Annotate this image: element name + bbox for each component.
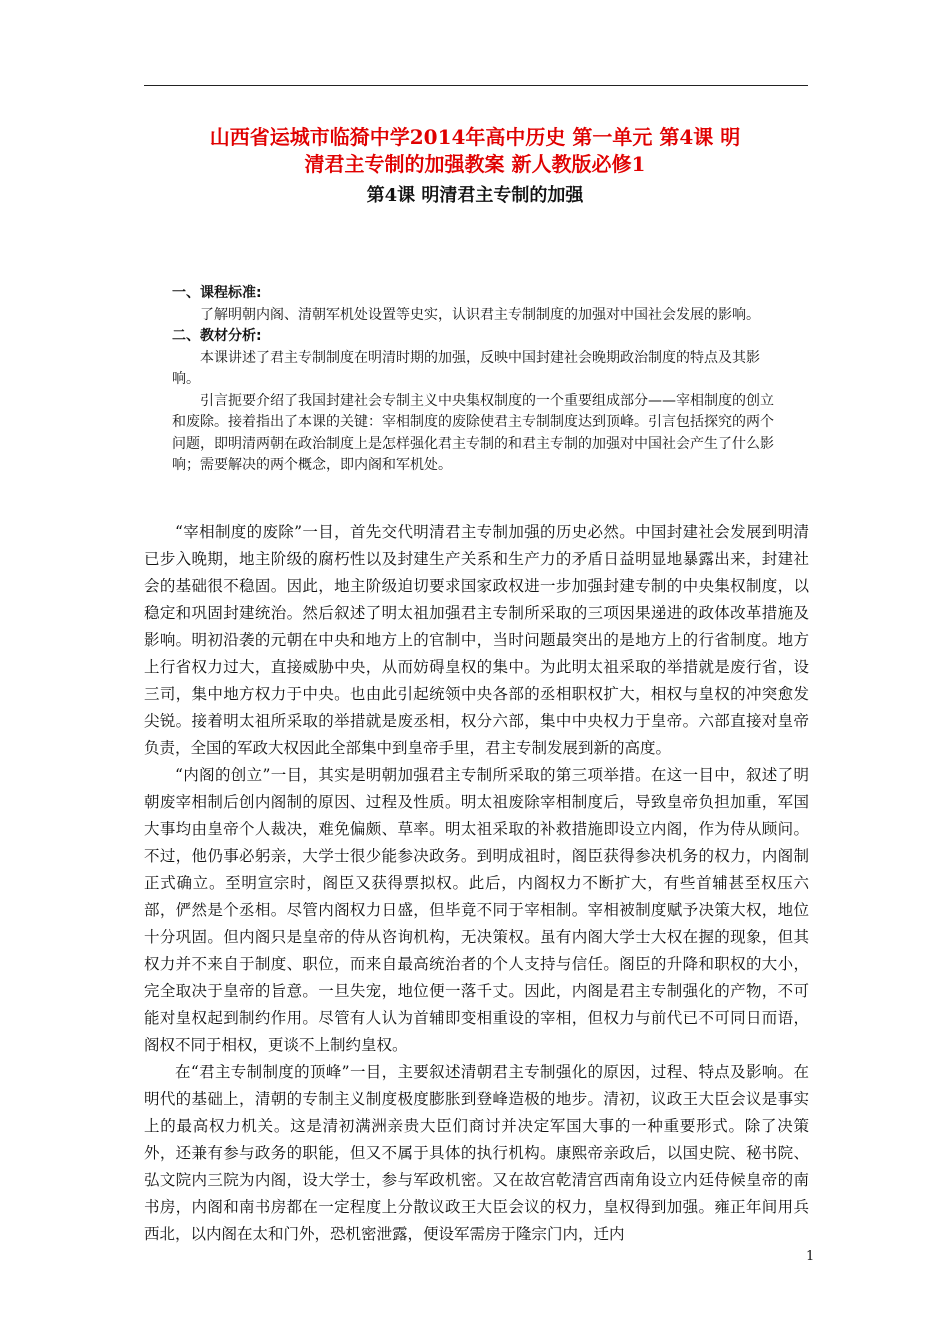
page-number: 1 bbox=[806, 1249, 815, 1264]
body-paragraph-1: “宰相制度的废除”一目，首先交代明清君主专制加强的历史必然。中国封建社会发展到明清已步入晚期，地主阶级的腐朽性以及封建生产关系和生产力的矛盾日益明显地暴露出来，封建社会的基础很不稳固。因此，地主阶级迫切要求国家政权进一步加强封建专制的中央集权制度，以稳定和巩固封建统治。然后叙述了明太祖加强君主专制所采取的三项因果递进的政体改革措施及影响。明初沿袭的元朝在中央和地方上的官制中，当时问题最突出的是地方上的行省制度。地方上行省权力过大，直接威胁中央，从而妨碍皇权的集中。为此明太祖采取的举措就是废行省，设三司，集中地方权力于中央。也由此引起统领中央各部的丞相职权扩大，相权与皇权的冲突愈发尖锐。接着明太祖所采取的举措就是废丞相，权分六部，集中中央权力于皇帝。六部直接对皇帝负责，全国的军政大权因此全部集中到皇帝手里，君主专制发展到新的高度。 bbox=[144, 523, 809, 757]
analysis-heading: 二、教材分析: bbox=[172, 328, 262, 344]
standards-text: 了解明朝内阁、清朝军机处设置等史实，认识君主专制制度的加强对中国社会发展的影响。 bbox=[200, 306, 760, 323]
body-paragraph-2: “内阁的创立”一目，其实是明朝加强君主专制所采取的第三项举措。在这一目中，叙述了明朝废宰相制后创内阁制的原因、过程及性质。明太祖废除宰相制度后，导致皇帝负担加重，军国大事均由皇帝个人裁决，难免偏颇、草率。明太祖采取的补救措施即设立内阁，作为侍从顾问。不过，他仍事必躬亲，大学士很少能参决政务。到明成祖时，阁臣获得参决机务的权力，内阁制正式确立。至明宣宗时，阁臣又获得票拟权。此后，内阁权力不断扩大，有些首辅甚至权压六部，俨然是个丞相。尽管内阁权力日盛，但毕竟不同于宰相制。宰相被制度赋予决策大权，地位十分巩固。但内阁只是皇帝的侍从咨询机构，无决策权。虽有内阁大学士大权在握的现象，但其权力并不来自于制度、职位，而来自最高统治者的个人支持与信任。阁臣的升降和职权的大小，完全取决于皇帝的旨意。一旦失宠，地位便一落千丈。因此，内阁是君主专制强化的产物，不可能对皇权起到制约作用。尽管有人认为首辅即变相重设的宰相，但权力与前代已不可同日而语，阁权不同于相权，更谈不上制约皇权。 bbox=[144, 766, 809, 1054]
lesson-subtitle: 第4课 明清君主专制的加强 bbox=[366, 185, 584, 206]
curriculum-section bbox=[172, 283, 784, 477]
body-paragraph-3: 在“君主专制制度的顶峰”一目，主要叙述清朝君主专制强化的原因，过程、特点及影响。在明代的基础上，清朝的专制主义制度极度膨胀到登峰造极的地步。清初，议政王大臣会议是事实上的最高权力机关。这是清初满洲亲贵大臣们商讨并决定军国大事的一种重要形式。除了决策外，还兼有参与政务的职能，但又不属于具体的执行机构。康熙帝亲政后，以国史院、秘书院、弘文院内三院为内阁，设大学士，参与军政机密。又在故宫乾清宫西南角设立内廷侍候皇帝的南书房，内阁和南书房都在一定程度上分散议政王大臣会议的权力，皇权得到加强。雍正年间用兵西北，以内阁在太和门外，恐机密泄露，便设军需房于隆宗门内，迁内 bbox=[144, 1063, 809, 1243]
analysis-paragraph-2: 引言扼要介绍了我国封建社会专制主义中央集权制度的一个重要组成部分——宰相制度的创立和废除。接着指出了本课的关键：宰相制度的废除使君主专制制度达到顶峰。引言包括探究的两个问题，即明清两朝在政治制度上是怎样强化君主专制的和君主专制的加强对中国社会产生了什么影响；需要解决的两个概念，即内阁和军机处。 bbox=[172, 392, 774, 473]
document-title bbox=[150, 124, 800, 178]
standards-heading: 一、课程标准: bbox=[172, 285, 262, 301]
title-line-1: 山西省运城市临猗中学2014年高中历史 第一单元 第4课 明 bbox=[209, 125, 741, 149]
header-rule bbox=[144, 85, 808, 86]
analysis-paragraph-1: 本课讲述了君主专制制度在明清时期的加强，反映中国封建社会晚期政治制度的特点及其影响。 bbox=[172, 349, 760, 387]
title-line-2: 清君主专制的加强教案 新人教版必修1 bbox=[304, 152, 646, 176]
body-text bbox=[144, 519, 809, 1248]
